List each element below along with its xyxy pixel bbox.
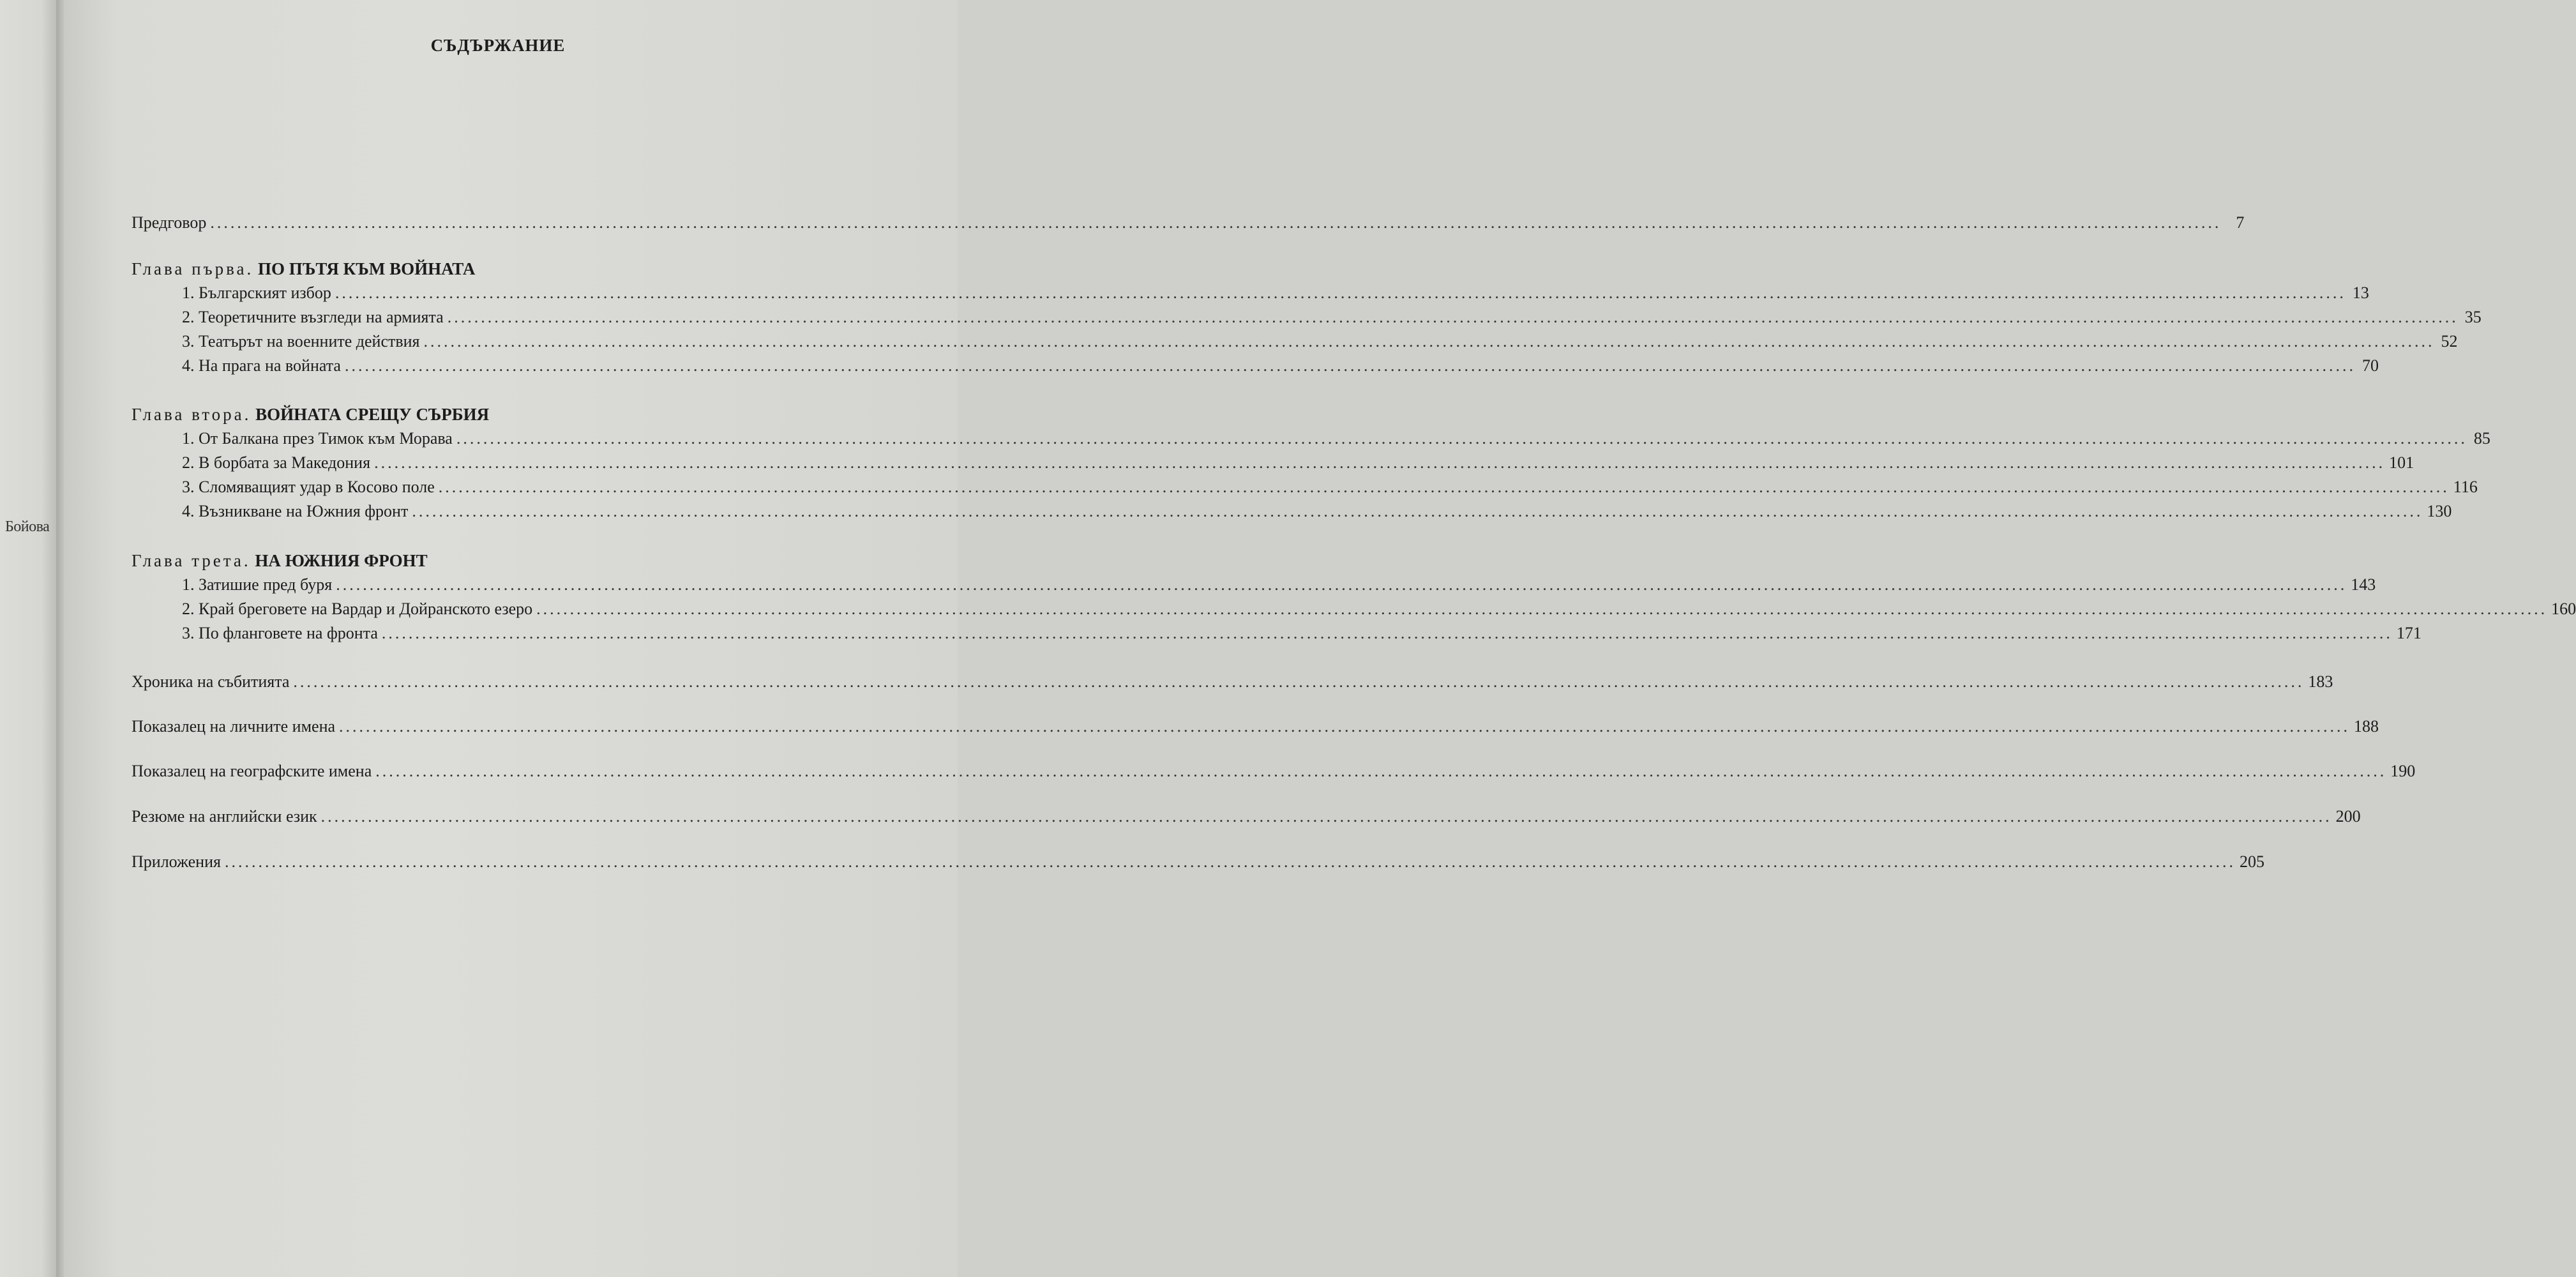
toc-entry-preface bbox=[132, 213, 2245, 232]
chapter-title: ВОЙНАТА СРЕЩУ СЪРБИЯ bbox=[255, 405, 490, 424]
toc-entry-page: 85 bbox=[2473, 429, 2490, 448]
toc-entry-back-matter bbox=[132, 852, 2264, 872]
toc-entry-label: 1. От Балкана през Тимок към Морава bbox=[182, 429, 453, 448]
toc-section-entry bbox=[182, 308, 2482, 327]
toc-section-entry bbox=[182, 624, 2422, 643]
toc-entry-page: 7 bbox=[2236, 213, 2245, 232]
toc-entry-label: 2. В борбата за Македония bbox=[182, 453, 371, 472]
dot-leader: ............................................................................................................................................................................................................................................................................................................ bbox=[224, 852, 2236, 871]
toc-entry-label: Хроника на събитията bbox=[132, 672, 290, 691]
toc-entry-page: 130 bbox=[2427, 502, 2452, 520]
dot-leader: ............................................................................................................................................................................................................................................................................................................ bbox=[335, 283, 2346, 302]
chapter-heading-3 bbox=[132, 551, 428, 571]
toc-page bbox=[64, 0, 2576, 1277]
toc-section-entry bbox=[182, 356, 2379, 375]
chapter-prefix: Глава втора. bbox=[132, 405, 252, 424]
toc-entry-label: Предговор bbox=[132, 213, 207, 232]
toc-section-entry bbox=[182, 453, 2414, 472]
toc-entry-label: 4. На прага на войната bbox=[182, 356, 341, 375]
dot-leader: ............................................................................................................................................................................................................................................................................................................ bbox=[320, 807, 2332, 826]
toc-entry-page: 160 bbox=[2551, 600, 2576, 618]
chapter-heading-1 bbox=[132, 259, 475, 279]
toc-entry-label: Показалец на личните имена bbox=[132, 717, 336, 736]
dot-leader: ............................................................................................................................................................................................................................................................................................................ bbox=[344, 356, 2356, 375]
dot-leader: ............................................................................................................................................................................................................................................................................................................ bbox=[412, 502, 2423, 520]
toc-entry-page: 101 bbox=[2389, 453, 2414, 472]
toc-entry-page: 143 bbox=[2351, 575, 2376, 594]
toc-section-entry bbox=[182, 502, 2452, 521]
chapter-title: НА ЮЖНИЯ ФРОНТ bbox=[255, 551, 428, 570]
toc-entry-page: 13 bbox=[2352, 283, 2369, 302]
toc-entry-page: 171 bbox=[2396, 624, 2422, 642]
dot-leader: ............................................................................................................................................................................................................................................................................................................ bbox=[293, 672, 2305, 691]
toc-section-entry bbox=[182, 478, 2478, 497]
chapter-title: ПО ПЪТЯ КЪМ ВОЙНАТА bbox=[257, 259, 476, 278]
dot-leader: ............................................................................................................................................................................................................................................................................................................ bbox=[456, 429, 2467, 448]
toc-entry-page: 70 bbox=[2361, 356, 2379, 375]
toc-section-entry bbox=[182, 575, 2376, 594]
toc-entry-page: 183 bbox=[2308, 672, 2333, 691]
dot-leader: ............................................................................................................................................................................................................................................................................................................ bbox=[438, 478, 2450, 496]
toc-entry-label: 1. Българският избор bbox=[182, 283, 331, 302]
left-page bbox=[0, 0, 59, 1277]
toc-entry-label: 3. Театърът на военните действия bbox=[182, 332, 420, 351]
toc-entry-label: 1. Затишие пред буря bbox=[182, 575, 333, 594]
toc-section-entry bbox=[182, 332, 2458, 351]
dot-leader: ............................................................................................................................................................................................................................................................................................................ bbox=[536, 600, 2548, 618]
toc-entry-page: 188 bbox=[2354, 717, 2379, 736]
toc-entry-page: 35 bbox=[2464, 308, 2482, 326]
toc-entry-label: 3. Сломяващият удар в Косово поле bbox=[182, 478, 435, 496]
dot-leader: ............................................................................................................................................................................................................................................................................................................ bbox=[447, 308, 2459, 326]
toc-entry-label: 3. По фланговете на фронта bbox=[182, 624, 378, 642]
chapter-prefix: Глава първа. bbox=[132, 259, 254, 278]
toc-section-entry bbox=[182, 429, 2490, 448]
dot-leader: ............................................................................................................................................................................................................................................................................................................ bbox=[336, 575, 2347, 594]
toc-entry-page: 116 bbox=[2453, 478, 2478, 496]
left-page-text-fragment: Бойова bbox=[5, 518, 50, 535]
page-title: СЪДЪРЖАНИЕ bbox=[430, 36, 566, 55]
toc-entry-label: 2. Теоретичните възгледи на армията bbox=[182, 308, 444, 326]
chapter-heading-2 bbox=[132, 405, 489, 425]
dot-leader: ............................................................................................................................................................................................................................................................................................................ bbox=[339, 717, 2351, 736]
toc-entry-page: 190 bbox=[2390, 762, 2416, 780]
dot-leader: ............................................................................................................................................................................................................................................................................................................ bbox=[381, 624, 2393, 642]
toc-entry-back-matter bbox=[132, 807, 2361, 826]
dot-leader: ............................................................................................................................................................................................................................................................................................................ bbox=[210, 213, 2222, 232]
toc-entry-label: Резюме на английски език bbox=[132, 807, 317, 826]
toc-entry-page: 52 bbox=[2441, 332, 2458, 351]
toc-entry-back-matter bbox=[132, 717, 2379, 736]
dot-leader: ............................................................................................................................................................................................................................................................................................................ bbox=[423, 332, 2435, 351]
toc-entry-label: Приложения bbox=[132, 852, 221, 871]
toc-entry-back-matter bbox=[132, 672, 2333, 691]
toc-section-entry bbox=[182, 283, 2369, 303]
toc-entry-label: 4. Възникване на Южния фронт bbox=[182, 502, 409, 520]
toc-entry-page: 205 bbox=[2239, 852, 2264, 871]
toc-entry-back-matter bbox=[132, 762, 2416, 781]
dot-leader: ............................................................................................................................................................................................................................................................................................................ bbox=[374, 453, 2386, 472]
toc-section-entry bbox=[182, 600, 2576, 619]
toc-entry-label: Показалец на географските имена bbox=[132, 762, 372, 780]
dot-leader: ............................................................................................................................................................................................................................................................................................................ bbox=[375, 762, 2387, 780]
chapter-prefix: Глава трета. bbox=[132, 551, 251, 570]
toc-entry-page: 200 bbox=[2335, 807, 2361, 826]
toc-entry-label: 2. Край бреговете на Вардар и Дойранското езеро bbox=[182, 600, 533, 618]
